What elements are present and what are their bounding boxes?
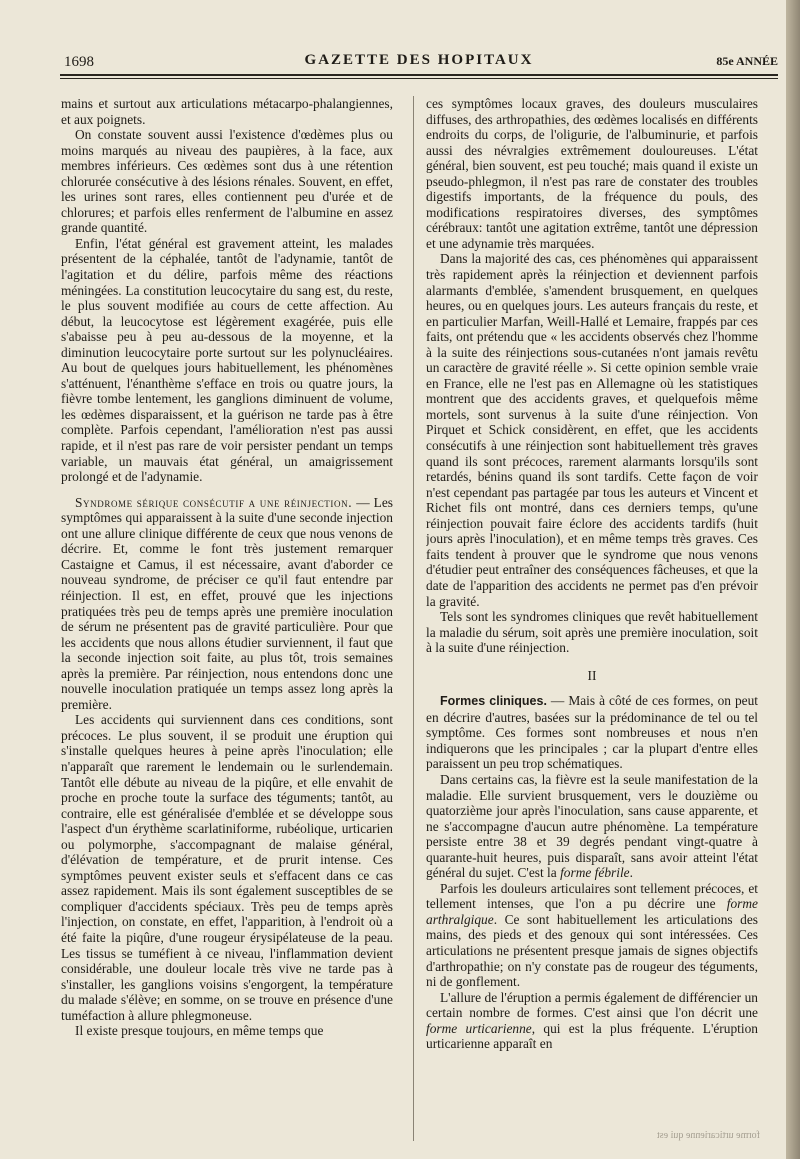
paragraph (426, 772, 758, 881)
paragraph-text: Les symptômes qui apparaissent à la suite d'une seconde injection ont une allure clinique différente de ceux que nous venons de décrire. Et, comme le font très justement remarquer Castaigne et Camus, il est nécessaire, avant d'aborder ce nouveau syndrome, de préciser ce qu'il faut entendre par réinjection. Il est, en effet, prouvé que les injections pratiquées très peu de temps après une première inoculation de sérum ne présentent pas de gravité particulière. Pour que les accidents que nous allons étudier surviennent, il faut que la seconde injection soit faite, au plus tôt, trois semaines après la première. Par réinjection, nous entendons donc une nouvelle inoculation pratiquée un temps assez long après la première. (61, 494, 393, 712)
italic-term: forme arthralgique (426, 896, 758, 927)
page-edge (786, 0, 800, 1159)
paragraph: On constate souvent aussi l'existence d'œdèmes plus ou moins marqués au niveau des paupières, à la face, aux membres inférieurs. Ces œdèmes sont dus à une rétention chlorurée consécutive à des lésions rénales. Souvent, en effet, les urines sont rares, elles contiennent peu d'urée et de chlorures; et parfois elles renferment de l'albumine en assez grande quantité. (61, 127, 393, 236)
paragraph: mains et surtout aux articulations métacarpo-phalangiennes, et aux poignets. (61, 96, 393, 127)
paragraph (426, 881, 758, 990)
italic-term: forme fébrile (560, 865, 630, 881)
paragraph: Il existe presque toujours, en même temps que (75, 1023, 324, 1039)
paragraph-text: L'allure de l'éruption a permis également de différencier un certain nombre de formes. C'est ainsi que l'on décrit une (426, 989, 758, 1021)
paragraph (61, 495, 393, 713)
paragraph: ces symptômes locaux graves, des douleurs musculaires diffuses, des arthropathies, des œdèmes localisés en différents endroits du corps, de l'oligurie, de l'albuminurie, et parfois aussi des névralgies extrêmement douloureuses. L'état général, bien souvent, est peu touché; mais quand il existe un pseudo-phlegmon, il n'est pas rare de constater des troubles digestifs importants, de la fréquence du pouls, des modifications respiratoires diverses, des symptômes cérébraux: tantôt une agitation extrême, tantôt une dépression et une adynamie très marquées. (426, 96, 758, 251)
right-column (426, 96, 758, 1151)
paragraph (426, 990, 758, 1052)
italic-term: forme urticarienne (426, 1020, 532, 1036)
paragraph-text: , qui est la plus fréquente. L'éruption urticarienne apparaît en (426, 1020, 758, 1052)
paragraph-text: . (629, 865, 633, 881)
newspaper-title: GAZETTE DES HOPITAUX (304, 52, 534, 68)
paragraph-text: . Ce sont habituellement les articulations des mains, des pieds et des genoux qui sont intéressées. Ces articulations ne présentent presque jamais de signes objectifs d'arthropathie; on n'y constate pas de rougeur des téguments, ni de gonflement. (426, 911, 758, 990)
subsection-heading: Syndrome sérique consécutif a une réinjection. — (75, 494, 371, 510)
paragraph: Dans la majorité des cas, ces phénomènes qui apparaissent très rapidement après la réinjection et deviennent parfois alarmants d'emblée, s'amendent brusquement, en quelques heures, ou en quelques jours. Les auteurs français du reste, et en particulier Marfan, Weill-Hallé et Lemaire, frappés par ces faits, ont prétendu que « les accidents observés chez l'homme à la suite des réinjections sous-cutanées n'ont jamais revêtu un caractère de gravité réelle ». Si cette opinion semble vraie en France, elle ne l'est pas en Allemagne où les statistiques montrent que des accidents graves, et quelquefois même mortels, sont survenus à la suite d'une réinjection. Von Pirquet et Schick considèrent, en effet, que les accidents consécutifs à une réinjection sont habituellement très graves quand ils sont précoces, rarement alarmants lorsqu'ils sont retardés, bénins quand ils sont tardifs. Cette façon de voir n'est cependant pas partagée par tous les auteurs et Vincent et Richet fils ont montré, dans ces derniers temps, qu'une réinjection pouvait faire éclore des accidents tardifs (huit jours après l'inoculation), et en même temps très graves. Ces faits tendent à prouver que le syndrome que nous venons d'étudier peut entraîner des conséquences fâcheuses, et que la date de l'apparition des accidents ne permet pas d'en prévoir la gravité. (426, 251, 758, 609)
section-number: II (587, 667, 597, 683)
subsection-heading: Formes cliniques. (440, 694, 547, 709)
paragraph-text: Dans certains cas, la fièvre est la seule manifestation de la maladie. Elle survient brusquement, vers le douzième ou quatorzième jour après l'inoculation, sans cause apparente, et ne s'accompagne d'aucun autre phénomène. La température persiste entre 38 et 39 degrés pendant vingt-quatre à quarante-huit heures, puis disparaît, sans avoir atteint l'état général du sujet. C'est la (426, 771, 758, 881)
header-rule (60, 74, 778, 76)
paragraph-text: Parfois les douleurs articulaires sont tellement précoces, et tellement intenses, que l'on a pu décrire une (426, 880, 758, 912)
left-column (61, 96, 393, 1151)
paragraph (426, 693, 758, 772)
column-divider (413, 96, 414, 1141)
paragraph: Tels sont les syndromes cliniques que revêt habituellement la maladie du sérum, soit après une première inoculation, soit à la suite d'une réinjection. (426, 609, 758, 656)
paragraph: Les accidents qui surviennent dans ces conditions, sont précoces. Le plus souvent, il se produit une éruption qui s'installe quelques heures à peine après l'inoculation; elle n'apparaît que rarement le lendemain ou le surlendemain. Tantôt elle débute au niveau de la piqûre, et elle envahit de proche en proche toute la surface des téguments; tantôt, au contraire, elle est généralisée d'emblée et se développe sous l'aspect d'un érythème scarlatiniforme, rubéolique, urticarien ou polymorphe, s'accompagnant de malaise général, d'élévation de température, et de prurit intense. Ces symptômes peuvent exister seuls et s'effacent dans ce cas assez rapidement. Mais ils sont également susceptibles de se compliquer d'accidents spéciaux. Très peu de temps après l'injection, on constate, en effet, l'apparition, à l'endroit où a été faite la piqûre, d'une rougeur érysipélateuse de la peau. Les tissus se tuméfient à ce niveau, l'inflammation devient considérable, une douleur locale très vive ne tarde pas à s'installer, les ganglions voisins s'engorgent, la température du malade s'élève; en somme, on se trouve en présence d'une tuméfaction à allure phlegmoneuse. (61, 712, 393, 1023)
paragraph-text: — Mais à côté de ces formes, on peut en décrire d'autres, basées sur la prédominance de tel ou tel symptôme. Ces formes sont nombreuses et nous n'en indiquerons que les principales ; car la plupart d'entre elles paraissent un peu trop schématiques. (426, 693, 758, 772)
paragraph: Enfin, l'état général est gravement atteint, les malades présentent de la céphalée, tantôt de l'adynamie, tantôt de l'agitation et du délire, parfois même des réactions méningées. La constitution leucocytaire du sang est, du reste, le plus souvent modifiée au cours de cette affection. Au début, la leucocytose est légèrement exagérée, puis elle s'abaisse peu à peu au-dessous de la moyenne, et la diminution leucocytaire porte surtout sur les polynucléaires. Au bout de quelques jours habituellement, les phénomènes s'atténuent, l'énanthème s'efface en trois ou quatre jours, la fièvre tombe lentement, les ganglions diminuent de volume, les œdèmes disparaissent, et la guérison ne tarde pas à être complète. Parfois cependant, l'amélioration n'est pas aussi rapide, et il n'est pas rare de voir persister pendant un temps variable, un mauvais état général, un amaigrissement prolongé et de l'adynamie. (61, 235, 393, 485)
header-rule-thin (60, 78, 778, 79)
year-label: 85e ANNÉE (716, 54, 778, 68)
page-number: 1698 (64, 54, 94, 70)
bleed-through-text: forme urticarienne qui est (656, 1130, 760, 1141)
